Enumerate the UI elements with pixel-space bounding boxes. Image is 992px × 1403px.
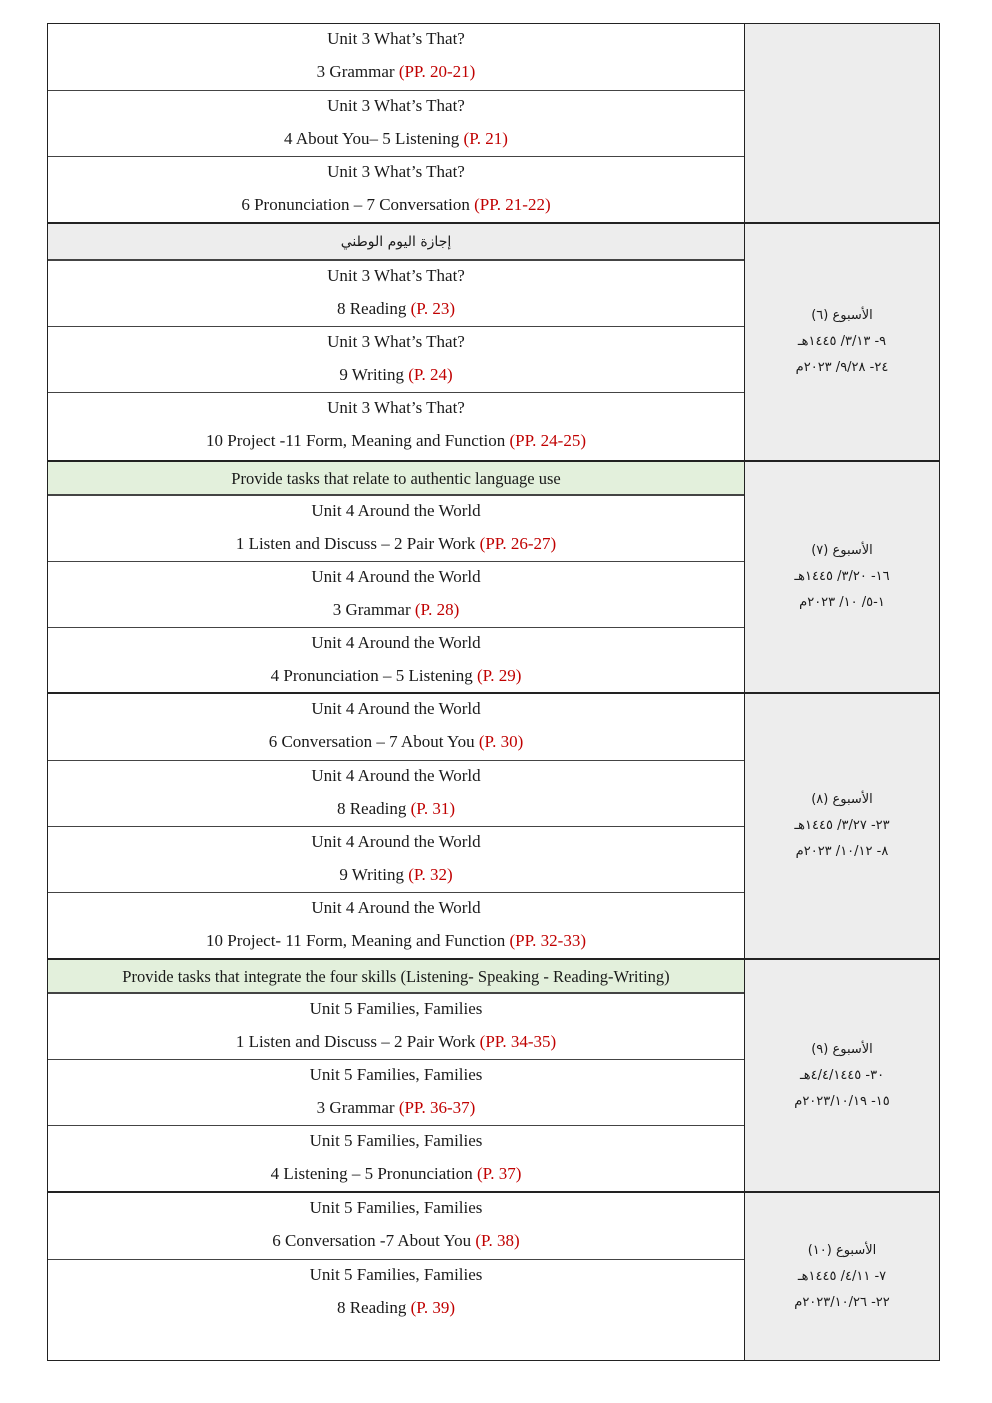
week-block — [48, 24, 939, 222]
week-cell — [744, 24, 939, 222]
lesson-line — [48, 862, 744, 888]
lesson-topic: 4 About You– 5 Listening — [284, 129, 460, 148]
hijri-date-range: ٣٠- ٤/٤/١٤٤٥هـ — [799, 1067, 885, 1083]
week-number: الأسبوع (٨) — [811, 792, 873, 807]
week-cell — [744, 960, 939, 1191]
objective-banner: Provide tasks that relate to authentic language use — [48, 462, 744, 495]
page-reference: (P. 39) — [410, 1298, 456, 1317]
page-reference: (P. 32) — [408, 865, 453, 884]
page-reference: (P. 28) — [414, 600, 460, 619]
lesson-row — [48, 826, 744, 892]
page-reference: (PP. 36-37) — [398, 1098, 476, 1117]
lesson-line — [48, 126, 744, 152]
page-reference: (P. 29) — [476, 666, 522, 685]
lesson-topic: 1 Listen and Discuss – 2 Pair Work — [235, 1032, 476, 1051]
unit-title: Unit 4 Around the World — [311, 766, 481, 785]
hijri-date-range: ٧- ٤/١١/ ١٤٤٥هـ — [797, 1268, 887, 1284]
lessons-column — [48, 1193, 744, 1360]
lesson-row — [48, 24, 744, 90]
lesson-row — [48, 561, 744, 627]
unit-title: Unit 5 Families, Families — [309, 1265, 483, 1284]
page-reference: (PP. 20-21) — [398, 62, 476, 81]
lessons-column — [48, 960, 744, 1191]
page-reference: (PP. 32-33) — [509, 931, 586, 950]
holiday-banner: إجازة اليوم الوطني — [48, 224, 744, 260]
page-reference: (P. 37) — [476, 1164, 522, 1183]
unit-title: Unit 5 Families, Families — [309, 1198, 483, 1217]
unit-title: Unit 3 What’s That? — [327, 266, 465, 285]
week-block — [48, 222, 939, 460]
lesson-topic: 10 Project -11 Form, Meaning and Function — [206, 431, 506, 450]
week-number: الأسبوع (٩) — [811, 1041, 873, 1057]
lesson-topic: 8 Reading — [336, 1298, 407, 1317]
unit-title: Unit 4 Around the World — [311, 567, 481, 586]
lesson-row — [48, 1259, 744, 1325]
week-number: الأسبوع (٧) — [811, 543, 873, 558]
page-reference: (P. 38) — [475, 1231, 520, 1250]
week-cell — [744, 224, 939, 460]
gregorian-date-range: ٢٢- ٢٠٢٣/١٠/٢٦م — [794, 1294, 890, 1310]
gregorian-date-range: ٢٤- ٩/٢٨/ ٢٠٢٣م — [795, 360, 889, 375]
week-block — [48, 692, 939, 958]
lesson-topic: 4 Listening – 5 Pronunciation — [270, 1164, 473, 1183]
gregorian-date-range: ١٥- ٢٠٢٣/١٠/١٩م — [794, 1093, 890, 1109]
lesson-row — [48, 392, 744, 458]
page-reference: (P. 31) — [410, 799, 456, 818]
lesson-topic: 1 Listen and Discuss – 2 Pair Work — [235, 534, 476, 553]
lesson-line — [48, 428, 744, 454]
unit-title: Unit 4 Around the World — [311, 633, 481, 652]
unit-title: Unit 3 What’s That? — [327, 398, 465, 417]
objective-banner: Provide tasks that integrate the four skills (Listening- Speaking - Reading-Writing) — [48, 960, 744, 993]
lesson-line — [48, 362, 744, 388]
lessons-column — [48, 224, 744, 460]
unit-title: Unit 3 What’s That? — [327, 29, 465, 48]
page-reference: (PP. 24-25) — [509, 431, 586, 450]
unit-title: Unit 4 Around the World — [311, 832, 481, 851]
lesson-topic: 6 Conversation – 7 About You — [268, 732, 475, 751]
week-number: الأسبوع (٦) — [811, 308, 873, 323]
unit-title: Unit 5 Families, Families — [309, 1065, 483, 1084]
lesson-line — [48, 597, 744, 623]
lesson-row — [48, 892, 744, 958]
page-reference: (PP. 34-35) — [479, 1032, 557, 1051]
lesson-row — [48, 260, 744, 326]
lesson-line — [48, 1161, 744, 1187]
lessons-column — [48, 694, 744, 958]
week-cell — [744, 1193, 939, 1360]
lesson-row — [48, 1193, 744, 1259]
lesson-row — [48, 1125, 744, 1191]
lesson-row — [48, 760, 744, 826]
lesson-topic: 6 Conversation -7 About You — [272, 1231, 472, 1250]
unit-title: Unit 3 What’s That? — [327, 332, 465, 351]
lesson-topic: 3 Grammar — [316, 62, 395, 81]
page-reference: (P. 24) — [408, 365, 453, 384]
lesson-topic: 3 Grammar — [332, 600, 411, 619]
lesson-row — [48, 694, 744, 760]
lesson-row — [48, 495, 744, 561]
lesson-row — [48, 156, 744, 222]
lesson-topic: 8 Reading — [336, 799, 407, 818]
unit-title: Unit 4 Around the World — [311, 699, 481, 718]
unit-title: Unit 4 Around the World — [311, 501, 481, 520]
lesson-topic: 9 Writing — [339, 365, 404, 384]
unit-title: Unit 3 What’s That? — [327, 96, 465, 115]
lesson-line — [48, 531, 744, 557]
lesson-row — [48, 993, 744, 1059]
unit-title: Unit 5 Families, Families — [309, 999, 483, 1018]
lesson-topic: 9 Writing — [339, 865, 404, 884]
lesson-topic: 4 Pronunciation – 5 Listening — [270, 666, 473, 685]
lesson-line — [48, 1228, 744, 1254]
lesson-line — [48, 796, 744, 822]
page-reference: (P. 23) — [410, 299, 456, 318]
page-reference: (P. 30) — [478, 732, 524, 751]
week-number: الأسبوع (١٠) — [807, 1242, 877, 1258]
lesson-topic: 6 Pronunciation – 7 Conversation — [241, 195, 470, 214]
lesson-line — [48, 663, 744, 689]
lesson-row — [48, 627, 744, 693]
lesson-row — [48, 90, 744, 156]
week-block — [48, 460, 939, 692]
hijri-date-range: ٩- ٣/١٣/ ١٤٤٥هـ — [797, 334, 887, 349]
week-block — [48, 958, 939, 1191]
gregorian-date-range: ٨- ١٠/١٢/ ٢٠٢٣م — [795, 844, 889, 859]
unit-title: Unit 3 What’s That? — [327, 162, 465, 181]
gregorian-date-range: ١-٥/ ١٠/ ٢٠٢٣م — [799, 595, 885, 610]
unit-title: Unit 4 Around the World — [311, 898, 481, 917]
lesson-topic: 8 Reading — [336, 299, 407, 318]
lesson-topic: 10 Project- 11 Form, Meaning and Function — [206, 931, 506, 950]
lesson-line — [48, 1029, 744, 1055]
lesson-line — [48, 729, 744, 755]
lessons-column — [48, 24, 744, 222]
lesson-row — [48, 326, 744, 392]
lesson-topic: 3 Grammar — [316, 1098, 395, 1117]
lesson-line — [48, 192, 744, 218]
page-reference: (PP. 21-22) — [474, 195, 551, 214]
lesson-line — [48, 296, 744, 322]
week-block — [48, 1191, 939, 1360]
hijri-date-range: ٢٣- ٣/٢٧/ ١٤٤٥هـ — [794, 818, 890, 833]
week-cell — [744, 694, 939, 958]
lessons-column — [48, 462, 744, 692]
page-reference: (P. 21) — [463, 129, 508, 148]
hijri-date-range: ١٦- ٣/٢٠/ ١٤٤٥هـ — [794, 569, 890, 584]
week-cell — [744, 462, 939, 692]
unit-title: Unit 5 Families, Families — [309, 1131, 483, 1150]
lesson-line — [48, 928, 744, 954]
lesson-line — [48, 1295, 744, 1321]
lesson-row — [48, 1059, 744, 1125]
lesson-plan-table — [47, 23, 940, 1361]
page-reference: (PP. 26-27) — [479, 534, 557, 553]
lesson-line — [48, 1095, 744, 1121]
lesson-line — [48, 59, 744, 85]
